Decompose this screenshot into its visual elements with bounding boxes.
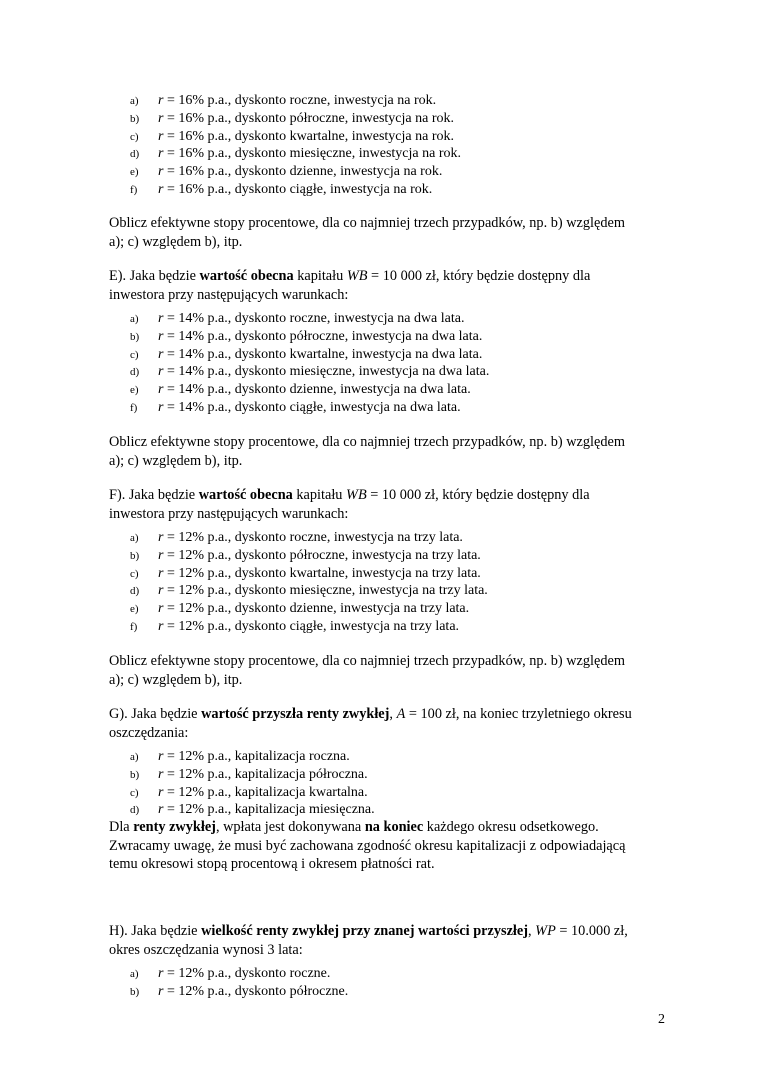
list-item: a) r = 12% p.a., dyskonto roczne. — [130, 966, 331, 981]
effective-rates-note-e: Oblicz efektywne stopy procentowe, dla co najmniej trzech przypadków, np. b) względem a); c) względem b), itp. — [109, 434, 625, 469]
section-g-heading: G). Jaka będzie wartość przyszła renty zwykłej, A = 100 zł, na koniec trzyletniego okresu oszczędzania: — [109, 706, 632, 741]
effective-rates-note-d: Oblicz efektywne stopy procentowe, dla co najmniej trzech przypadków, np. b) względem a); c) względem b), itp. — [109, 215, 625, 250]
list-item: d) r = 16% p.a., dyskonto miesięczne, inwestycja na rok. — [130, 146, 461, 162]
list-item: b) r = 16% p.a., dyskonto półroczne, inwestycja na rok. — [130, 110, 455, 126]
list-item: d) r = 14% p.a., dyskonto miesięczne, inwestycja na dwa lata. — [130, 364, 490, 380]
list-item: c) r = 12% p.a., kapitalizacja kwartalna. — [130, 784, 368, 800]
list-d — [130, 92, 461, 199]
list-item: c) r = 14% p.a., dyskonto kwartalne, inwestycja na dwa lata. — [130, 346, 483, 362]
list-e — [130, 310, 489, 417]
list-item: b) r = 14% p.a., dyskonto półroczne, inwestycja na dwa lata. — [130, 328, 483, 344]
list-item: c) r = 16% p.a., dyskonto kwartalne, inwestycja na rok. — [130, 128, 455, 144]
list-item: e) r = 12% p.a., dyskonto dzienne, inwestycja na trzy lata. — [130, 601, 470, 617]
list-item: a) r = 14% p.a., dyskonto roczne, inwestycja na dwa lata. — [130, 311, 465, 326]
list-item: d) r = 12% p.a., dyskonto miesięczne, inwestycja na trzy lata. — [130, 583, 488, 599]
list-item: c) r = 12% p.a., dyskonto kwartalne, inwestycja na trzy lata. — [130, 565, 481, 581]
page-number: 2 — [658, 1012, 665, 1027]
list-item: b) r = 12% p.a., dyskonto półroczne. — [130, 983, 349, 999]
list-item: f) r = 16% p.a., dyskonto ciągłe, inwestycja na rok. — [130, 181, 433, 197]
renta-zwykla-note: Dla renty zwykłej, wpłata jest dokonywana na koniec każdego okresu odsetkowego. Zwracamy uwagę, że musi być zachowana zgodność okresu kapitalizacji z odpowiadającą temu okresowi stopą procentową i okresem płatności rat. — [109, 819, 626, 872]
list-item: e) r = 16% p.a., dyskonto dzienne, inwestycja na rok. — [130, 164, 443, 180]
section-e-heading: E). Jaka będzie wartość obecna kapitału WB = 10 000 zł, który będzie dostępny dla inwestora przy następujących warunkach: — [109, 268, 591, 303]
list-item: f) r = 14% p.a., dyskonto ciągłe, inwestycja na dwa lata. — [130, 399, 461, 415]
list-item: a) r = 16% p.a., dyskonto roczne, inwestycja na rok. — [130, 93, 437, 108]
list-item: b) r = 12% p.a., dyskonto półroczne, inwestycja na trzy lata. — [130, 547, 481, 563]
list-item: e) r = 14% p.a., dyskonto dzienne, inwestycja na dwa lata. — [130, 382, 471, 398]
section-f-heading: F). Jaka będzie wartość obecna kapitału WB = 10 000 zł, który będzie dostępny dla inwestora przy następujących warunkach: — [109, 487, 590, 522]
section-h-heading: H). Jaka będzie wielkość renty zwykłej przy znanej wartości przyszłej, WP = 10.000 zł, okres oszczędzania wynosi 3 lata: — [109, 923, 628, 958]
list-item: a) r = 12% p.a., kapitalizacja roczna. — [130, 749, 350, 764]
list-h — [130, 965, 348, 1001]
list-f — [130, 529, 488, 636]
list-item: f) r = 12% p.a., dyskonto ciągłe, inwestycja na trzy lata. — [130, 618, 460, 634]
list-g — [130, 748, 375, 819]
list-item: d) r = 12% p.a., kapitalizacja miesięczna. — [130, 802, 375, 818]
effective-rates-note-f: Oblicz efektywne stopy procentowe, dla co najmniej trzech przypadków, np. b) względem a); c) względem b), itp. — [109, 653, 625, 688]
list-item: a) r = 12% p.a., dyskonto roczne, inwestycja na trzy lata. — [130, 530, 463, 545]
list-item: b) r = 12% p.a., kapitalizacja półroczna. — [130, 766, 368, 782]
